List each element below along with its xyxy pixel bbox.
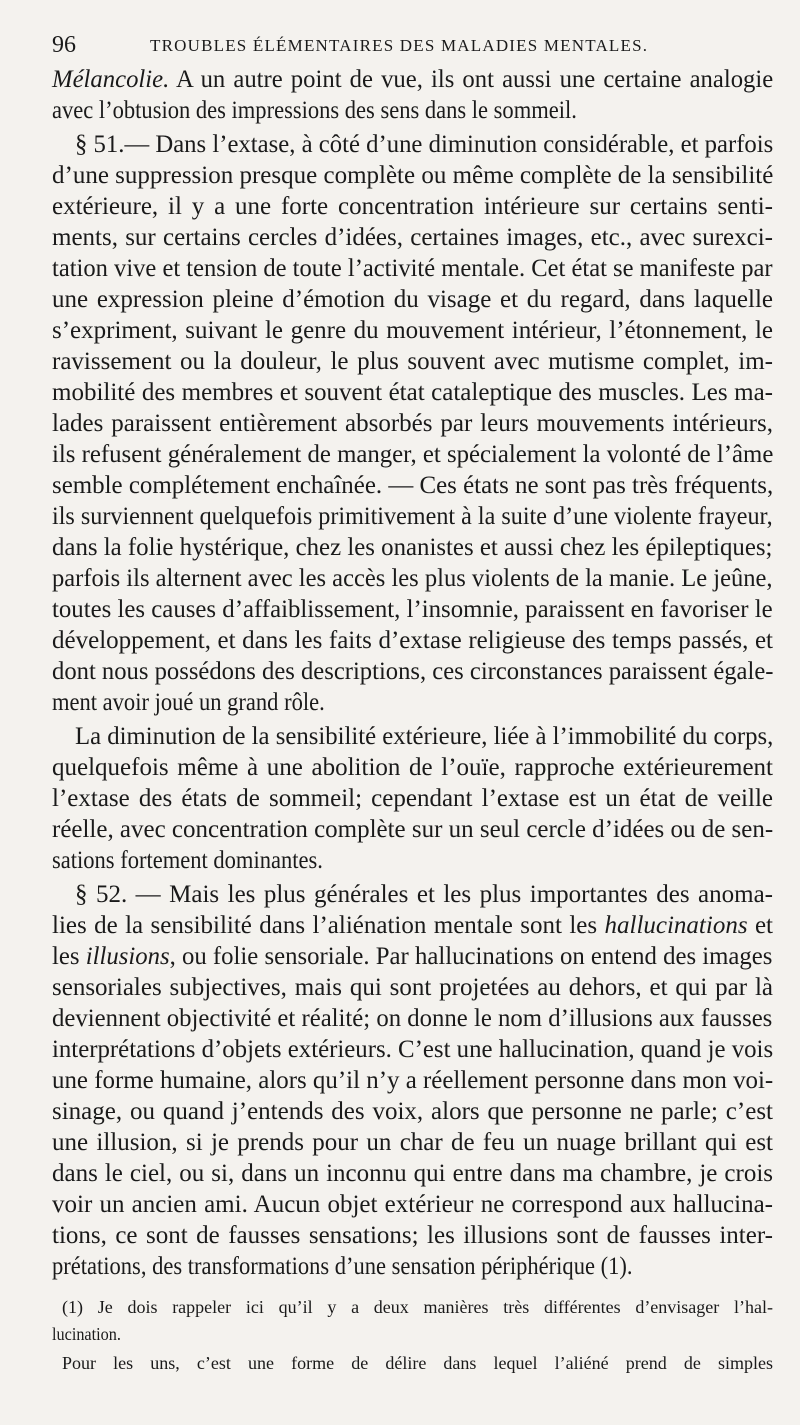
text-line: sensoriales subjectives, mais qui sont projetées au dehors, et qui par là: [52, 974, 773, 1001]
footnote-line: (1) Je dois rappeler ici qu’il y a deux manières très différentes d’envisager l’hal-: [62, 1297, 773, 1317]
text-line: l’extase des états de sommeil; cependant l’extase est un état de veille: [52, 785, 773, 812]
text-line: interprétations d’objets extérieurs. C’est une hallucination, quand je vois: [52, 1036, 774, 1063]
text-line: ils surviennent quelquefois primitivement à la suite d’une violente frayeur,: [52, 503, 773, 530]
text-line: § 52. — Mais les plus générales et les plus importantes des anoma-: [75, 881, 773, 908]
text-line: extérieure, il y a une forte concentration intérieure sur certains senti-: [52, 193, 773, 220]
text-line: lies de la sensibilité dans l’aliénation mentale sont les hallucinations et: [52, 912, 773, 939]
italic-term: Mélancolie.: [52, 66, 170, 93]
text-line: une illusion, si je prends pour un char de feu un nuage brillant qui est: [52, 1129, 773, 1156]
text-line: sations fortement dominantes.: [52, 847, 323, 874]
page-number: 96: [52, 32, 76, 58]
text-line: Mélancolie. A un autre point de vue, ils ont aussi une certaine analogie: [52, 66, 774, 93]
text-line: dont nous possédons des descriptions, ces circonstances paraissent égale-: [52, 658, 774, 685]
text-line: tation vive et tension de toute l’activité mentale. Cet état se manifeste par: [52, 255, 773, 282]
text-line: quelquefois même à une abolition de l’ouïe, rapproche extérieurement: [52, 754, 773, 781]
text-line: avec l’obtusion des impressions des sens dans le sommeil.: [52, 97, 577, 124]
text-line: semble complétement enchaînée. — Ces états ne sont pas très fréquents,: [52, 472, 774, 499]
text-line: mobilité des membres et souvent état cataleptique des muscles. Les ma-: [52, 379, 773, 406]
text-line: deviennent objectivité et réalité; on donne le nom d’illusions aux fausses: [52, 1005, 773, 1032]
text-line: prétations, des transformations d’une sensation périphérique (1).: [52, 1253, 633, 1280]
text-line: tions, ce sont de fausses sensations; les illusions sont de fausses inter-: [52, 1222, 773, 1249]
running-title: TROUBLES ÉLÉMENTAIRES DES MALADIES MENTALES.: [150, 36, 649, 55]
footnote-line: Pour les uns, c’est une forme de délire dans lequel l’aliéné prend de simples: [62, 1353, 773, 1373]
text-line: ravissement ou la douleur, le plus souvent avec mutisme complet, im-: [52, 348, 773, 375]
text-line: ils refusent généralement de manger, et spécialement la volonté de l’âme: [52, 441, 774, 468]
text-line: sinage, ou quand j’entends des voix, alors que personne ne parle; c’est: [52, 1098, 773, 1125]
text-line: lades paraissent entièrement absorbés par leurs mouvements intérieurs,: [52, 410, 773, 437]
text-line: § 51.— Dans l’extase, à côté d’une diminution considérable, et parfois: [75, 131, 774, 158]
italic-term: illusions: [85, 943, 170, 970]
text-line: s’expriment, suivant le genre du mouvement intérieur, l’étonnement, le: [52, 317, 773, 344]
page-header: [52, 30, 752, 60]
text-line: réelle, avec concentration complète sur un seul cercle d’idées ou de sen-: [52, 816, 774, 843]
footnote-line: lucination.: [52, 1324, 121, 1344]
text-line: développement, et dans les faits d’extase religieuse des temps passés, et: [52, 627, 773, 654]
text-line: une expression pleine d’émotion du visage et du regard, dans laquelle: [52, 286, 773, 313]
text-line: parfois ils alternent avec les accès les plus violents de la manie. Le jeûne,: [52, 565, 773, 592]
text-line: La diminution de la sensibilité extérieure, liée à l’immobilité du corps,: [75, 723, 774, 750]
text-line: toutes les causes d’affaiblissement, l’insomnie, paraissent en favoriser le: [52, 596, 773, 623]
text-line: ment avoir joué un grand rôle.: [52, 689, 325, 716]
text-line: voir un ancien ami. Aucun objet extérieur ne correspond aux hallucina-: [52, 1191, 773, 1218]
text-line: dans le ciel, ou si, dans un inconnu qui entre dans ma chambre, je crois: [52, 1160, 773, 1187]
text-line: dans la folie hystérique, chez les onanistes et aussi chez les épileptiques;: [52, 534, 773, 561]
text-line: d’une suppression presque complète ou même complète de la sensibilité: [52, 162, 774, 189]
text-line: une forme humaine, alors qu’il n’y a réellement personne dans mon voi-: [52, 1067, 774, 1094]
text-line: ments, sur certains cercles d’idées, certaines images, etc., avec surexci-: [52, 224, 773, 251]
text-line: les illusions, ou folie sensoriale. Par hallucinations on entend des images: [52, 943, 773, 970]
italic-term: hallucinations: [604, 912, 748, 939]
